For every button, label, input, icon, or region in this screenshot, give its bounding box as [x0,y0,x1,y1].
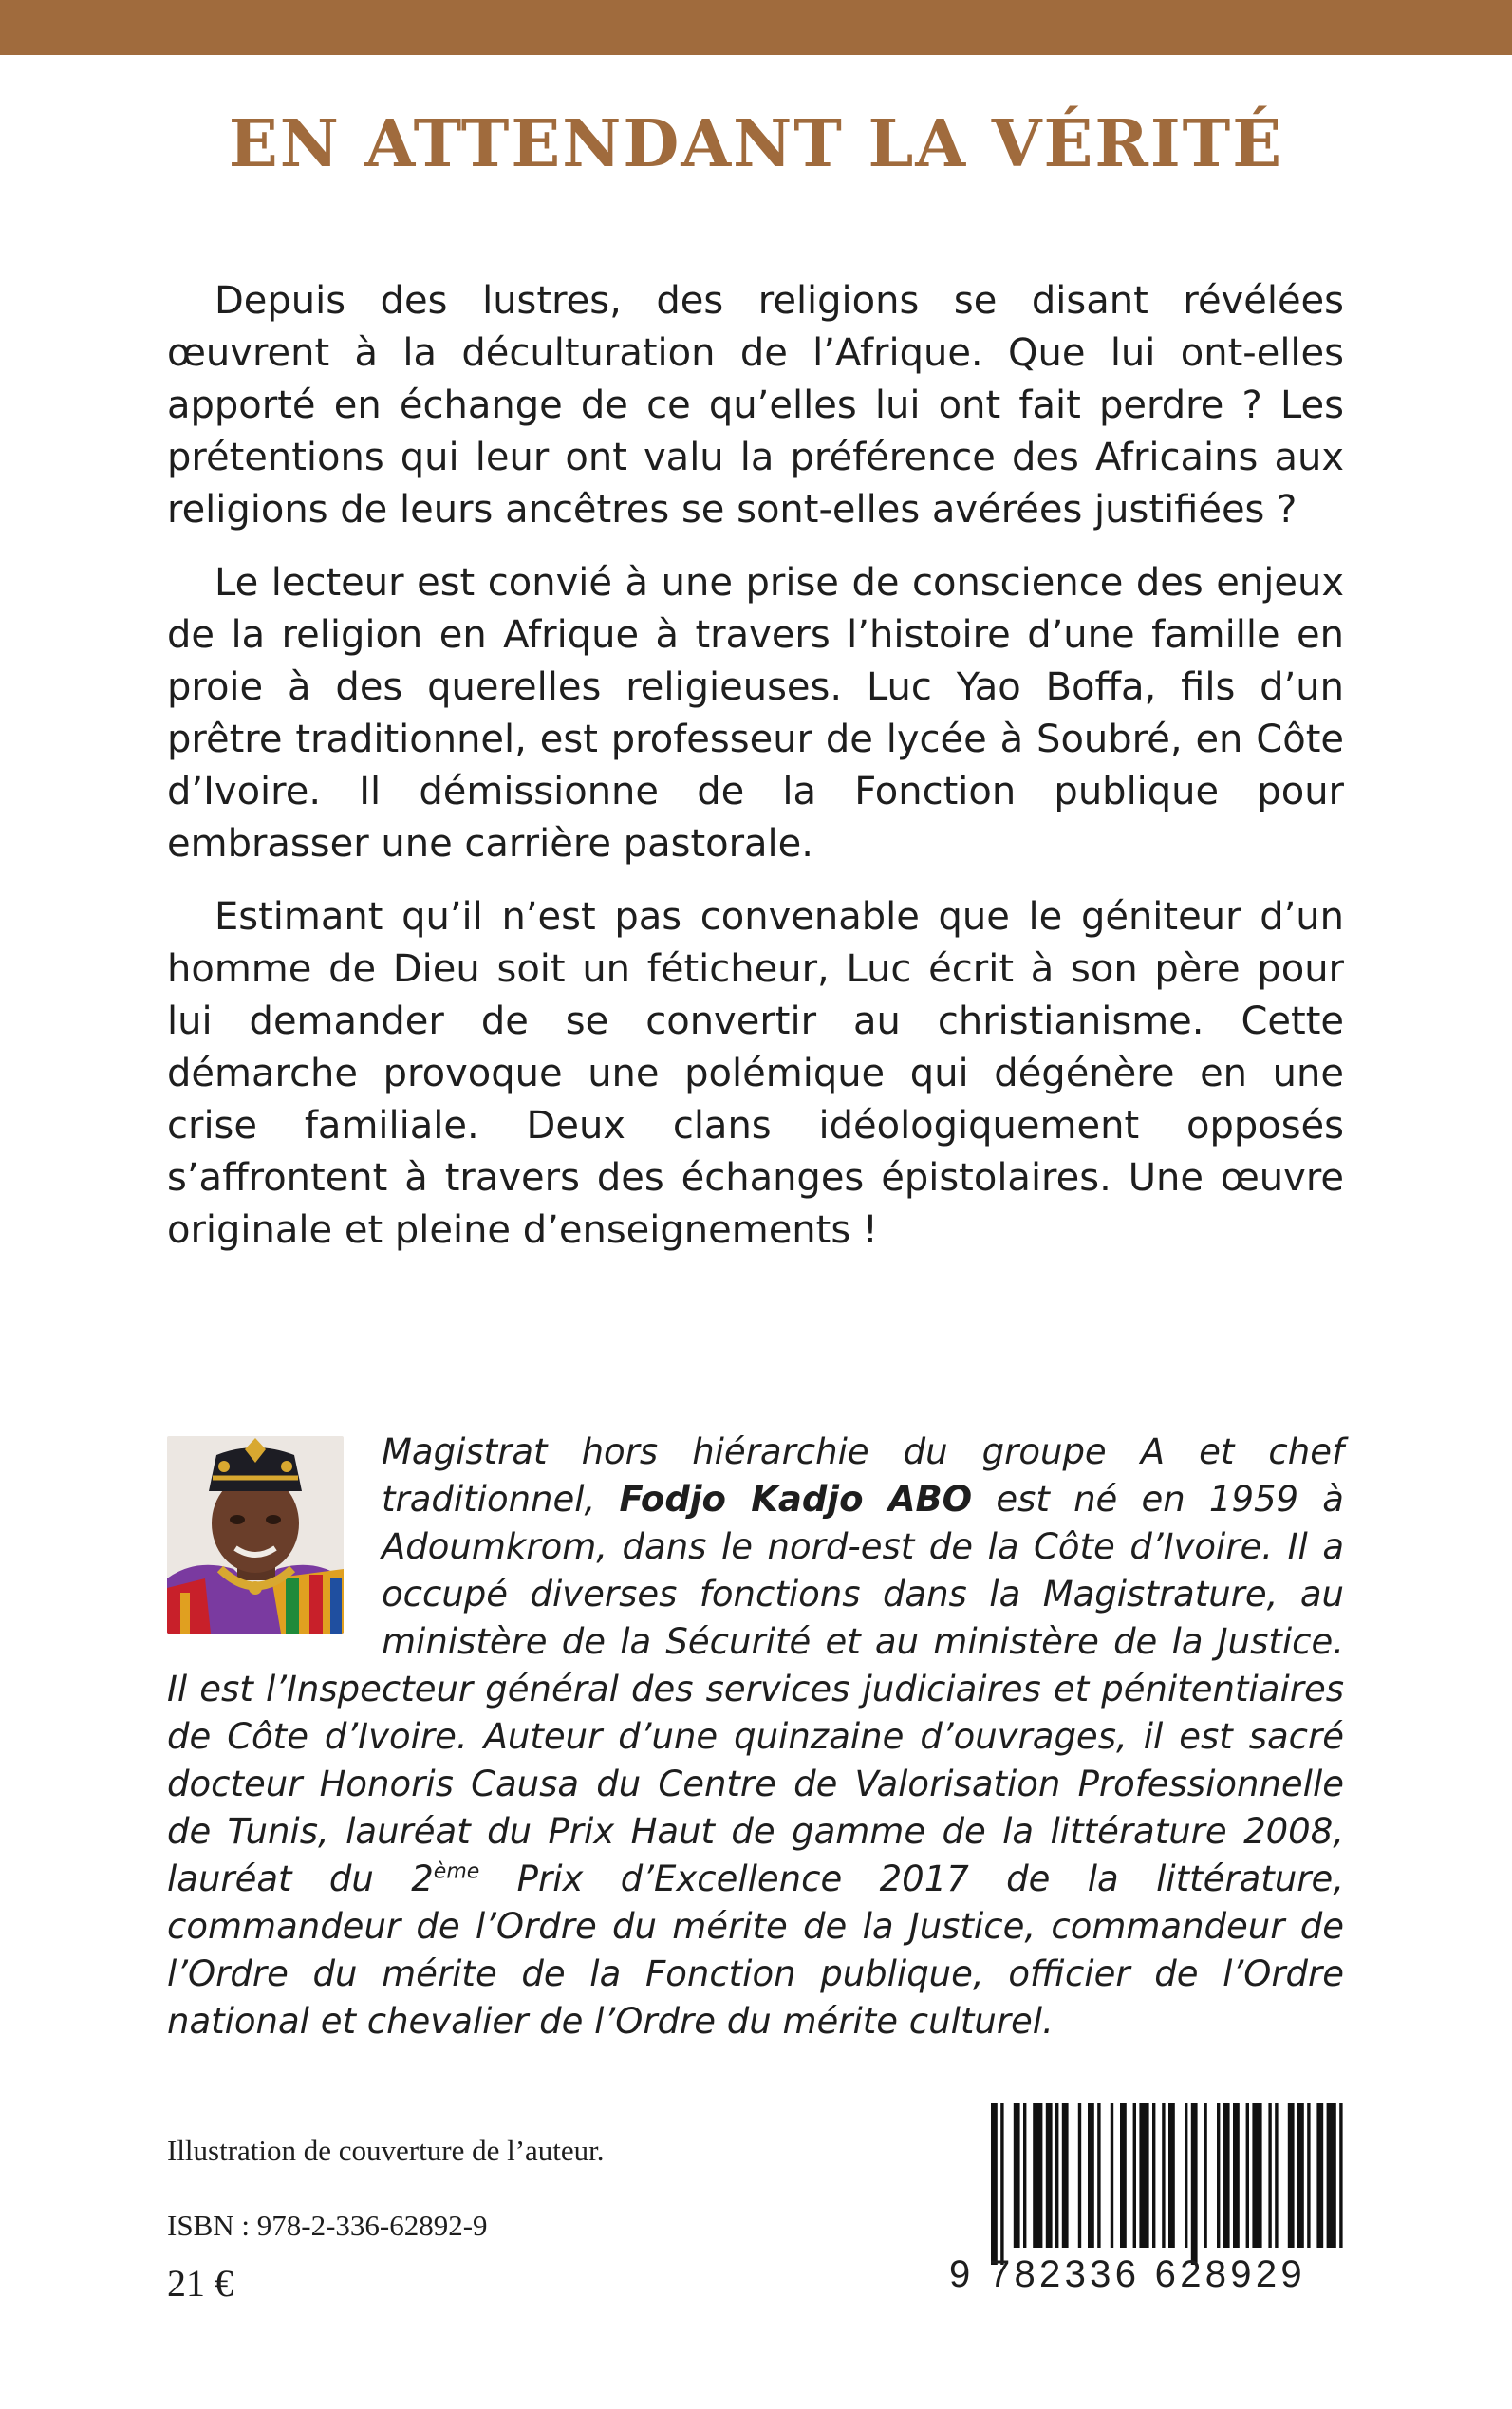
barcode-bar [1088,2103,1094,2248]
book-title: EN ATTENDANT LA VÉRITÉ [228,106,1284,182]
barcode-bar [1275,2103,1278,2248]
barcode-bar [1014,2103,1020,2248]
barcode-bar [1252,2103,1261,2248]
barcode-bar [1000,2103,1003,2265]
author-portrait [167,1436,344,1634]
bio-text-part-2: Prix d’Excellence 2017 de la littérature, commandeur de l’Ordre du mérite de la Justice, commandeur de l’Ordre du mérite de la Fonction publique, officier de l’Ordre national et chevalier de l’Ordre du mérite culturel. [167,1858,1344,2042]
barcode-bar [1033,2103,1042,2248]
barcode-bar [1288,2103,1295,2248]
top-color-band [0,0,1512,55]
isbn-label: ISBN : 978-2-336-62892-9 [167,2209,488,2242]
barcode-bar [1268,2103,1271,2248]
back-cover-blurb [167,275,1344,1278]
bio-text-part-1: est né en 1959 à Adoumkrom, dans le nord-est de la Côte d’Ivoire. Il a occupé diverses fonctions dans la Magistrature, au ministère de la Sécurité et au ministère de la Justice. Il est l’Inspecteur général des services judiciaires et pénitentiaires de Côte d’Ivoire. Auteur d’une quinzaine d’ouvrages, il est sacré docteur Honoris Causa du Centre de Valorisation Professionnelle de Tunis, lauréat du Prix Haut de gamme de la littérature 2008, lauréat du 2 [167,1479,1344,1899]
barcode-bar [1055,2103,1058,2248]
barcode-bar [1062,2103,1069,2248]
barcode-bar [1097,2103,1100,2248]
barcode-bar [1168,2103,1175,2248]
barcode-bar [1111,2103,1113,2248]
barcode-bar [1316,2103,1323,2248]
barcode-bar [1191,2103,1198,2265]
barcode-bar [1139,2103,1148,2248]
barcode-bar [1217,2103,1220,2248]
cover-illustration-credit: Illustration de couverture de l’auteur. [167,2134,605,2167]
barcode-bar [1133,2103,1136,2248]
ordinal-superscript: ème [433,1859,480,1884]
blurb-paragraph-3: Estimant qu’il n’est pas convenable que le géniteur d’un homme de Dieu soit un féticheur, Luc écrit à son père pour lui demander de se convertir au christianisme. Cette démarche provoque une polémique qui dégénère en une crise familiale. Deux clans idéologiquement opposés s’affrontent à travers des échanges épistolaires. Une œuvre originale et pleine d’enseignements ! [167,895,1344,1252]
barcode-bar [1204,2103,1206,2248]
price-label: 21 € [167,2262,233,2305]
barcode-bar [1162,2103,1165,2248]
barcode-bar [1327,2103,1336,2248]
author-biography [167,1429,1344,2045]
barcode-bar [1339,2103,1342,2248]
barcode-bar [1046,2103,1053,2248]
barcode-digits: 9 782336 628929 [949,2253,1306,2295]
barcode-bar [991,2103,998,2265]
barcode-bar [1023,2103,1026,2248]
blurb-paragraph-2: Le lecteur est convié à une prise de conscience des enjeux de la religion en Afrique à travers l’histoire d’une famille en proie à des querelles religieuses. Luc Yao Boffa, fils d’un prêtre traditionnel, est professeur de lycée à Soubré, en Côte d’Ivoire. Il démissionne de la Fonction publique pour embrasser une carrière pastorale. [167,561,1344,866]
blurb-paragraph-1: Depuis des lustres, des religions se disant révélées œuvrent à la déculturation de l’Afrique. Que lui ont-elles apporté en échange de ce qu’elles lui ont fait perdre ? Les prétentions qui leur ont valu la préférence des Africains aux religions de leurs ancêtres se sont-elles avérées justifiées ? [167,279,1344,532]
barcode-bar [1223,2103,1230,2248]
author-portrait-illustration [167,1436,344,1634]
barcode-bar [1307,2103,1310,2248]
bio-intro: Magistrat hors hiérarchie du groupe A et chef traditionnel, [382,1431,1344,1520]
barcode-bar [1078,2103,1081,2248]
barcode-bar [1120,2103,1127,2248]
barcode-bar [1233,2103,1240,2248]
barcode-bar [1152,2103,1155,2248]
author-name: Fodjo Kadjo ABO [619,1479,973,1520]
barcode-bar [1185,2103,1187,2248]
barcode-bar [1297,2103,1304,2248]
barcode-bar [1246,2103,1249,2248]
